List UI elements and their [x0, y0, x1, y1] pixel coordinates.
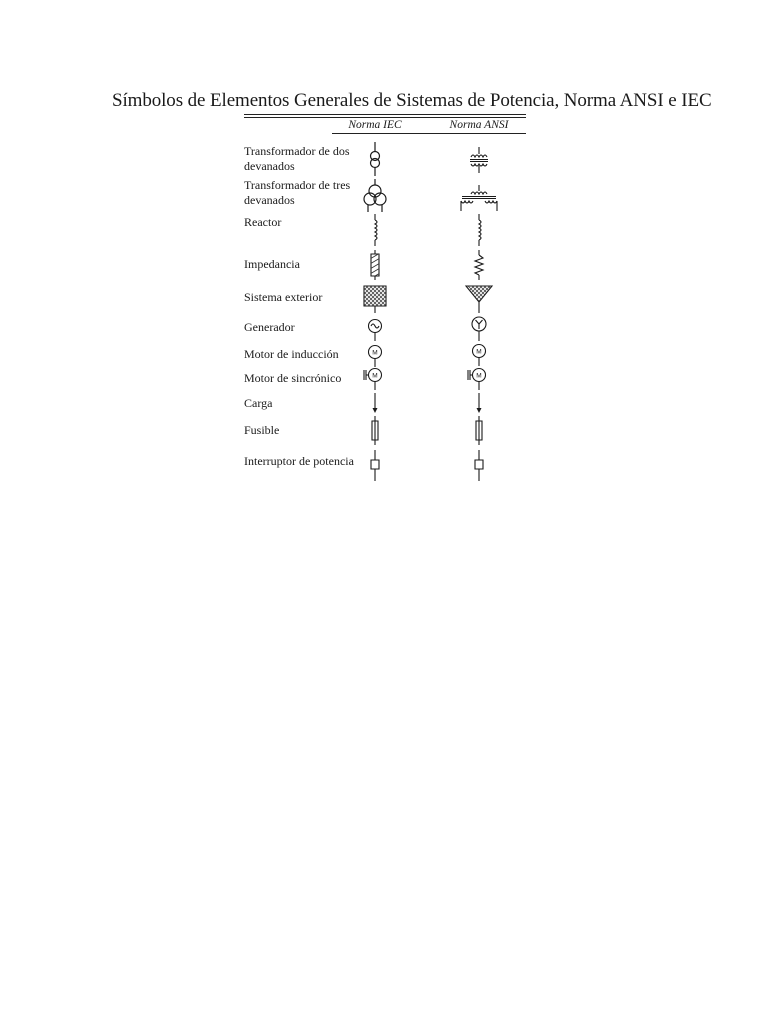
induction-motor-iec-letter: M — [372, 349, 378, 357]
title-underline-bottom — [244, 117, 526, 118]
two-winding-transformer-ansi-icon — [466, 146, 492, 174]
synchronous-motor-ansi-icon — [464, 365, 492, 391]
two-winding-transformer-iec-icon — [362, 140, 388, 178]
generator-iec-icon — [365, 316, 385, 342]
circuit-breaker-ansi-icon — [470, 450, 488, 482]
fuse-iec-icon — [366, 416, 384, 446]
impedance-iec-icon — [365, 250, 385, 280]
row-label-three-winding-transformer: Transformador de tres devanados — [244, 178, 351, 207]
load-arrow-ansi-icon — [470, 392, 488, 416]
reactor-ansi-icon — [470, 213, 488, 247]
three-winding-transformer-ansi-icon — [458, 184, 500, 214]
synchronous-motor-iec-letter: M — [372, 372, 378, 380]
reactor-iec-icon — [366, 213, 384, 247]
row-label-two-winding-transformer: Transformador de dos devanados — [244, 144, 350, 173]
induction-motor-ansi-icon — [469, 341, 489, 367]
row-label-circuit-breaker: Interruptor de potencia — [244, 454, 354, 468]
row-label-impedance: Impedancia — [244, 257, 300, 271]
synchronous-motor-iec-icon — [360, 365, 388, 391]
external-system-ansi-icon — [464, 284, 494, 314]
row-label-load: Carga — [244, 396, 273, 410]
page-title: Símbolos de Elementos Generales de Sistemas de Potencia, Norma ANSI e IEC — [112, 90, 712, 111]
column-header-rule — [332, 133, 526, 134]
fuse-ansi-icon — [470, 416, 488, 446]
synchronous-motor-ansi-letter: M — [476, 372, 482, 380]
impedance-ansi-icon — [470, 250, 488, 280]
induction-motor-ansi-letter: M — [476, 348, 482, 356]
generator-ansi-icon — [469, 314, 489, 342]
external-system-iec-icon — [362, 284, 388, 314]
title-underline-top — [244, 114, 526, 115]
load-arrow-iec-icon — [366, 392, 384, 416]
row-label-fuse: Fusible — [244, 423, 280, 437]
circuit-breaker-iec-icon — [366, 450, 384, 482]
column-header-ansi: Norma ANSI — [449, 119, 509, 131]
row-label-generator: Generador — [244, 320, 295, 334]
row-label-reactor: Reactor — [244, 215, 282, 229]
row-label-induction-motor: Motor de inducción — [244, 347, 339, 361]
three-winding-transformer-iec-icon — [360, 178, 390, 214]
row-label-synchronous-motor: Motor de sincrónico — [244, 371, 342, 385]
row-label-external-system: Sistema exterior — [244, 290, 323, 304]
column-header-iec: Norma IEC — [348, 119, 402, 131]
